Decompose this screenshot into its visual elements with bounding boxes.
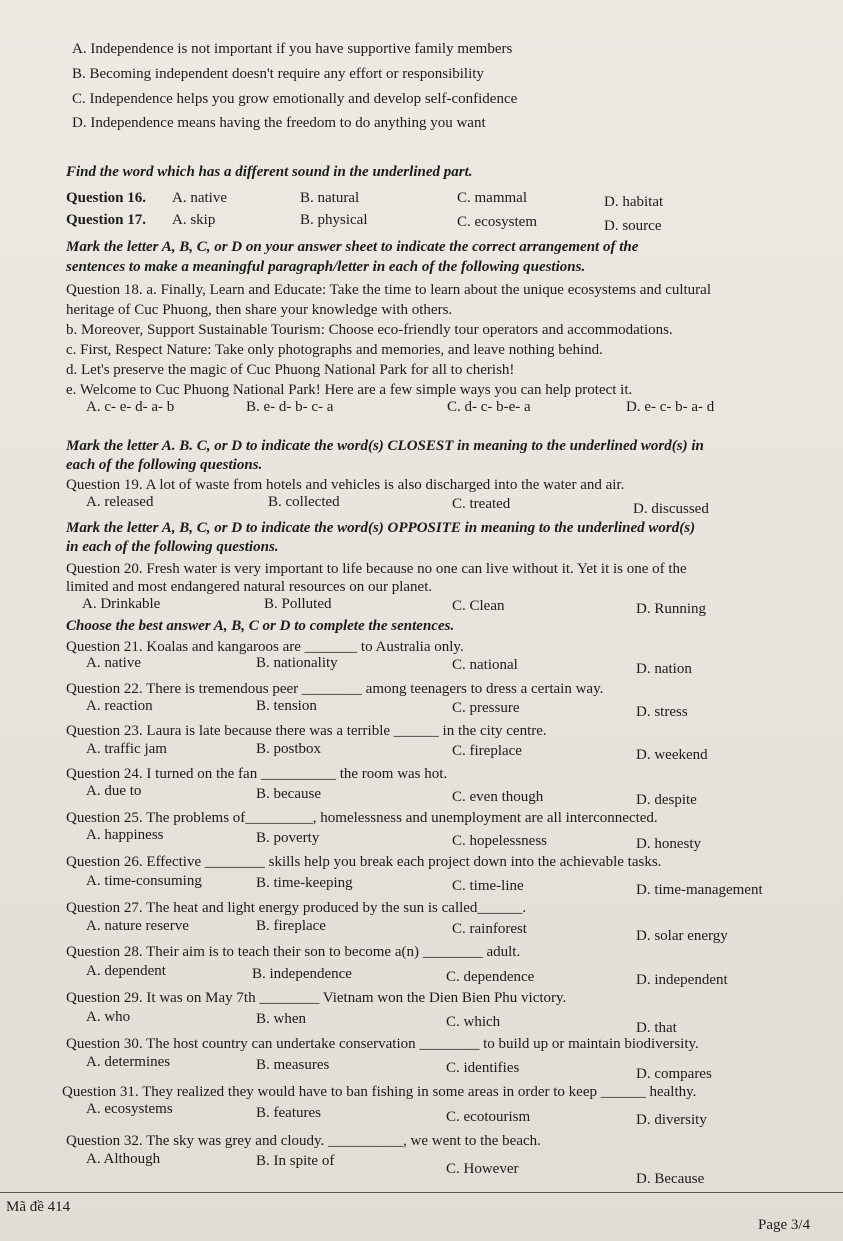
q32-option-c: C. However xyxy=(446,1161,519,1177)
q22-option-c: C. pressure xyxy=(452,700,520,716)
prev-option-a: A. Independence is not important if you have supportive family members xyxy=(72,41,513,57)
q16-option-b: B. natural xyxy=(300,190,360,206)
section-heading-complete: Choose the best answer A, B, C or D to complete the sentences. xyxy=(66,618,455,634)
q18-line-2: heritage of Cuc Phuong, then share your knowledge with others. xyxy=(66,302,453,318)
q30-option-d: D. compares xyxy=(636,1066,712,1082)
q30-option-c: C. identifies xyxy=(446,1060,520,1076)
q29-option-c: C. which xyxy=(446,1014,501,1030)
q22-option-a: A. reaction xyxy=(86,698,153,714)
q24-option-d: D. despite xyxy=(636,792,697,808)
q20-option-c: C. Clean xyxy=(452,598,505,614)
q26-option-b: B. time-keeping xyxy=(256,875,353,891)
q29-option-d: D. that xyxy=(636,1020,677,1036)
q29-option-b: B. when xyxy=(256,1011,306,1027)
q20-stem-1: Question 20. Fresh water is very important to life because no one can live without it. Yet it is one of the xyxy=(66,561,687,577)
page-number: Page 3/4 xyxy=(758,1217,811,1233)
q30-option-a: A. determines xyxy=(86,1054,171,1070)
q25-option-b: B. poverty xyxy=(256,830,320,846)
q26-stem: Question 26. Effective ________ skills help you break each project down into the achievable tasks. xyxy=(66,854,662,870)
q29-stem: Question 29. It was on May 7th ________ Vietnam won the Dien Bien Phu victory. xyxy=(66,990,567,1006)
q17-label: Question 17. xyxy=(66,212,147,228)
q18-option-c: C. d- c- b-e- a xyxy=(447,399,531,415)
q18-option-a: A. c- e- d- a- b xyxy=(86,399,175,415)
q31-option-c: C. ecotourism xyxy=(446,1109,531,1125)
q23-option-a: A. traffic jam xyxy=(86,741,167,757)
q17-option-a: A. skip xyxy=(172,212,216,228)
q25-option-c: C. hopelessness xyxy=(452,833,547,849)
q24-option-a: A. due to xyxy=(86,783,142,799)
q26-option-d: D. time-management xyxy=(636,882,763,898)
q32-option-d: D. Because xyxy=(636,1171,705,1187)
q17-option-c: C. ecosystem xyxy=(457,214,537,230)
section-heading-opposite-2: in each of the following questions. xyxy=(66,539,279,555)
q31-option-a: A. ecosystems xyxy=(86,1101,173,1117)
q19-option-c: C. treated xyxy=(452,496,511,512)
q30-option-b: B. measures xyxy=(256,1057,330,1073)
q25-option-d: D. honesty xyxy=(636,836,701,852)
q27-option-b: B. fireplace xyxy=(256,918,326,934)
q20-option-d: D. Running xyxy=(636,601,707,617)
prev-option-d: D. Independence means having the freedom to do anything you want xyxy=(72,115,486,131)
q24-option-c: C. even though xyxy=(452,789,544,805)
q20-option-a: A. Drinkable xyxy=(82,596,161,612)
q16-label: Question 16. xyxy=(66,190,147,206)
footer-divider xyxy=(0,1192,843,1193)
q18-line-5: d. Let's preserve the magic of Cuc Phuong National Park for all to cherish! xyxy=(66,362,515,378)
exam-code: Mã đề 414 xyxy=(6,1199,71,1215)
q18-line-1: Question 18. a. Finally, Learn and Educate: Take the time to learn about the unique ecosystems and cultural xyxy=(66,282,712,298)
q19-stem: Question 19. A lot of waste from hotels and vehicles is also discharged into the water and air. xyxy=(66,477,625,493)
q26-option-a: A. time-consuming xyxy=(86,873,202,889)
section-heading-arrange-2: sentences to make a meaningful paragraph/letter in each of the following questions. xyxy=(66,259,586,275)
q28-stem: Question 28. Their aim is to teach their son to become a(n) ________ adult. xyxy=(66,944,521,960)
q27-option-a: A. nature reserve xyxy=(86,918,189,934)
q21-option-c: C. national xyxy=(452,657,518,673)
q25-stem: Question 25. The problems of_________, homelessness and unemployment are all interconnected. xyxy=(66,810,658,826)
q27-option-c: C. rainforest xyxy=(452,921,527,937)
q23-stem: Question 23. Laura is late because there was a terrible ______ in the city centre. xyxy=(66,723,547,739)
q16-option-a: A. native xyxy=(172,190,227,206)
q17-option-b: B. physical xyxy=(300,212,368,228)
q21-option-b: B. nationality xyxy=(256,655,338,671)
q25-option-a: A. happiness xyxy=(86,827,164,843)
q24-option-b: B. because xyxy=(256,786,321,802)
q27-stem: Question 27. The heat and light energy produced by the sun is called______. xyxy=(66,900,527,916)
q28-option-b: B. independence xyxy=(252,966,352,982)
q26-option-c: C. time-line xyxy=(452,878,524,894)
prev-option-b: B. Becoming independent doesn't require any effort or responsibility xyxy=(72,66,484,82)
q29-option-a: A. who xyxy=(86,1009,131,1025)
q22-option-d: D. stress xyxy=(636,704,688,720)
q21-stem: Question 21. Koalas and kangaroos are _______ to Australia only. xyxy=(66,639,464,655)
q30-stem: Question 30. The host country can undertake conservation ________ to build up or maintain biodiversity. xyxy=(66,1036,699,1052)
q28-option-a: A. dependent xyxy=(86,963,166,979)
q20-option-b: B. Polluted xyxy=(264,596,332,612)
q16-option-c: C. mammal xyxy=(457,190,527,206)
q20-stem-2: limited and most endangered natural resources on our planet. xyxy=(66,579,433,595)
q27-option-d: D. solar energy xyxy=(636,928,728,944)
q21-option-d: D. nation xyxy=(636,661,692,677)
q18-option-d: D. e- c- b- a- d xyxy=(626,399,715,415)
q21-option-a: A. native xyxy=(86,655,141,671)
q19-option-a: A. released xyxy=(86,494,154,510)
q16-option-d: D. habitat xyxy=(604,194,664,210)
q32-option-b: B. In spite of xyxy=(256,1153,335,1169)
q24-stem: Question 24. I turned on the fan __________ the room was hot. xyxy=(66,766,448,782)
q31-option-d: D. diversity xyxy=(636,1112,707,1128)
section-heading-closest-2: each of the following questions. xyxy=(66,457,263,473)
section-heading-opposite-1: Mark the letter A, B, C, or D to indicate the word(s) OPPOSITE in meaning to the underlined word(s) xyxy=(66,520,696,536)
section-heading-sound: Find the word which has a different sound in the underlined part. xyxy=(66,164,473,180)
q28-option-c: C. dependence xyxy=(446,969,535,985)
q23-option-d: D. weekend xyxy=(636,747,708,763)
q18-option-b: B. e- d- b- c- a xyxy=(246,399,334,415)
q28-option-d: D. independent xyxy=(636,972,728,988)
q31-stem: Question 31. They realized they would have to ban fishing in some areas in order to keep ______ healthy. xyxy=(62,1084,697,1100)
q23-option-c: C. fireplace xyxy=(452,743,522,759)
q17-option-d: D. source xyxy=(604,218,662,234)
q22-stem: Question 22. There is tremendous peer ________ among teenagers to dress a certain way. xyxy=(66,681,604,697)
section-heading-closest-1: Mark the letter A. B. C, or D to indicate the word(s) CLOSEST in meaning to the underlined word(s) in xyxy=(66,438,704,454)
prev-option-c: C. Independence helps you grow emotionally and develop self-confidence xyxy=(72,91,518,107)
q32-option-a: A. Although xyxy=(86,1151,161,1167)
q19-option-d: D. discussed xyxy=(633,501,709,517)
q23-option-b: B. postbox xyxy=(256,741,322,757)
q18-line-4: c. First, Respect Nature: Take only photographs and memories, and leave nothing behind. xyxy=(66,342,603,358)
q22-option-b: B. tension xyxy=(256,698,317,714)
q32-stem: Question 32. The sky was grey and cloudy. __________, we went to the beach. xyxy=(66,1133,541,1149)
q18-line-3: b. Moreover, Support Sustainable Tourism: Choose eco-friendly tour operators and accommodations. xyxy=(66,322,673,338)
q31-option-b: B. features xyxy=(256,1105,321,1121)
q19-option-b: B. collected xyxy=(268,494,340,510)
q18-line-6: e. Welcome to Cuc Phuong National Park! Here are a few simple ways you can help protect it. xyxy=(66,382,633,398)
section-heading-arrange-1: Mark the letter A, B, C, or D on your answer sheet to indicate the correct arrangement of the xyxy=(66,239,639,255)
